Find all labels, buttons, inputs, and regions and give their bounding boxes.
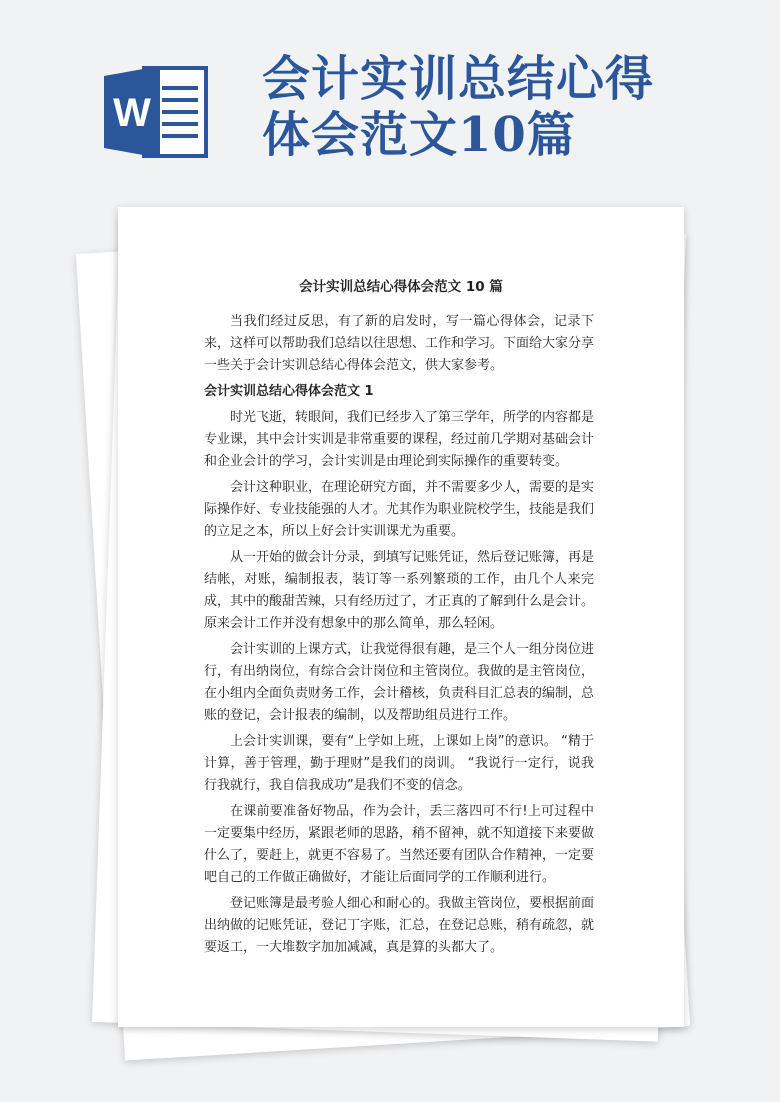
word-icon	[104, 62, 212, 162]
document-title: 会计实训总结心得体会范文 10 篇	[299, 279, 503, 295]
body-paragraph: 会计实训的上课方式，让我觉得很有趣，是三个人一组分岗位进行，有出纳岗位，有综合会计岗位和主管岗位。我做的是主管岗位，在小组内全面负责财务工作，会计稽核，负责科目汇总表的编制，总账的登记，会计报表的编制，以及帮助组员进行工作。	[204, 642, 595, 723]
body-paragraph: 会计这种职业，在理论研究方面，并不需要多少人，需要的是实际操作好、专业技能强的人才。尤其作为职业院校学生，技能是我们的立足之本，所以上好会计实训课尤为重要。	[204, 480, 595, 539]
header	[0, 0, 780, 200]
body-paragraph: 从一开始的做会计分录，到填写记账凭证，然后登记账簿，再是结帐，对账，编制报表，装订等一系列繁琐的工作，由几个人来完成，其中的酸甜苦辣，只有经历过了，才正真的了解到什么是会计。 原来会计工作并没有想象中的那么简单，那么轻闲。	[204, 550, 595, 631]
body-paragraph: 在课前要准备好物品，作为会计，丢三落四可不行!上可过程中一定要集中经历，紧跟老师的思路，稍不留神，就不知道接下来要做什么了，要赶上，就更不容易了。当然还要有团队合作精神，一定要吧自己的工作做正确做好，才能让后面同学的工作顺利进行。	[204, 804, 595, 885]
word-icon-letter: W	[113, 91, 151, 135]
body-paragraph: 登记账簿是最考验人细心和耐心的。我做主管岗位，要根据前面出纳做的记账凭证，登记丁字账，汇总，在登记总账，稍有疏忽，就要返工，一大堆数字加加减减，真是算的头都大了。	[204, 896, 595, 955]
document-body	[204, 311, 594, 963]
body-paragraph: 上会计实训课，要有“上学如上班，上课如上岗”的意识。 “精于计算，善于管理，勤于理财”是我们的岗训。 “我说行一定行，说我行我就行，我自信我成功”是我们不变的信念。	[204, 734, 594, 793]
intro-paragraph: 当我们经过反思，有了新的启发时，写一篇心得体会，记录下来，这样可以帮助我们总结以往思想、工作和学习。下面给大家分享一些关于会计实训总结心得体会范文，供大家参考。	[204, 314, 595, 373]
document-page	[118, 207, 684, 1027]
page-title-line2: 体会范文10篇	[262, 107, 576, 163]
page-title-line1: 会计实训总结心得	[262, 51, 655, 107]
body-paragraph: 时光飞逝，转眼间，我们已经步入了第三学年，所学的内容都是专业课，其中会计实训是非常重要的课程，经过前几学期对基础会计和企业会计的学习，会计实训是由理论到实际操作的重要转变。	[204, 410, 595, 469]
section-heading: 会计实训总结心得体会范文 1	[204, 384, 374, 399]
